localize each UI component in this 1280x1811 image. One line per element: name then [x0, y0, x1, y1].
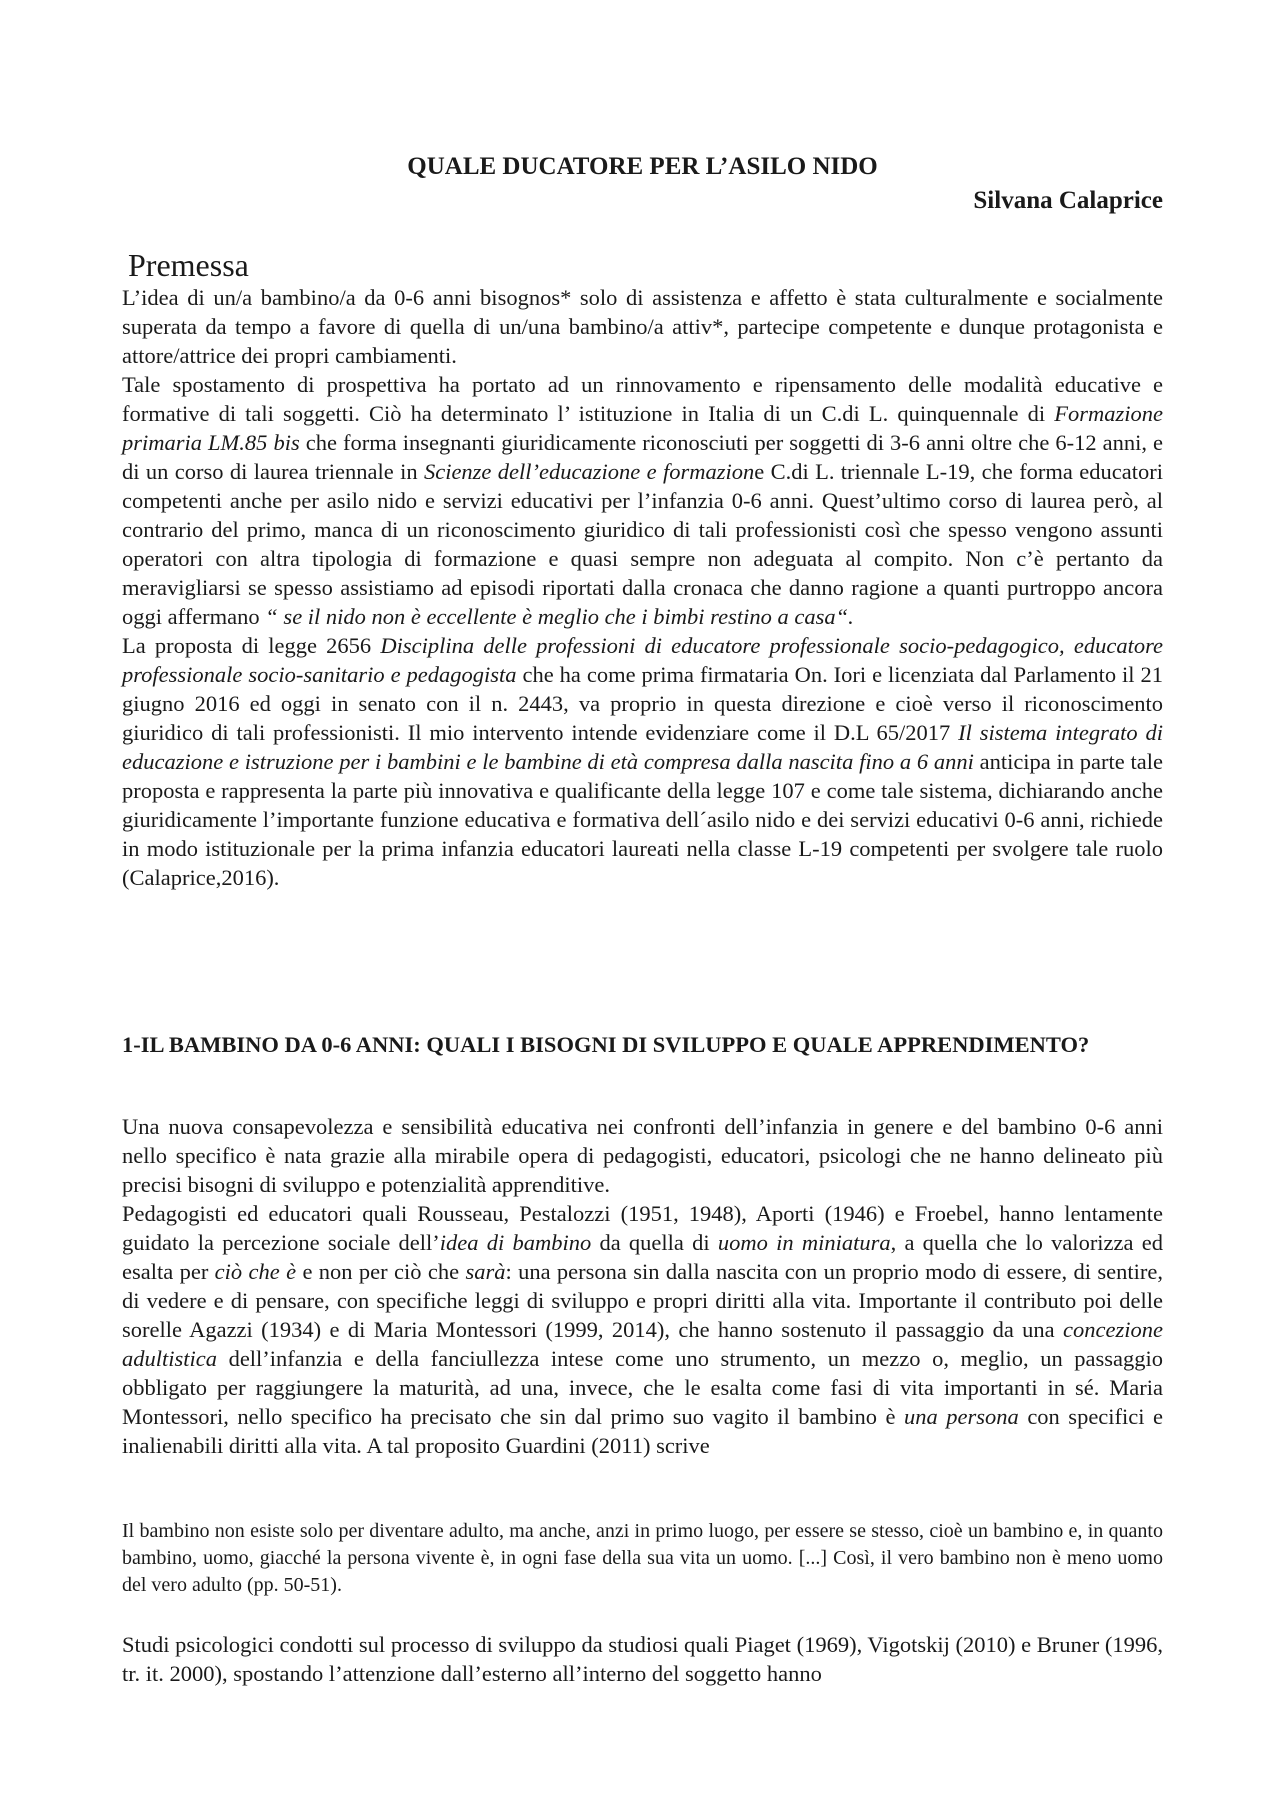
section1-p2-t4: e non per ciò che: [296, 1259, 466, 1284]
premessa-p2-t2: che forma insegnanti giuridicamente riconosciuti per soggetti di 3-6 anni oltre che 6-12 anni, e di un corso di laurea triennale in: [122, 430, 1164, 484]
premessa-p3-t3: anticipa in parte tale proposta e rappresenta la parte più innovativa e qualificante della legge 107 e come tale sistema, dichiarando anche giuridicamente l’importante funzione educativa e formativa dell´asilo nido e dei servizi educativi 0-6 anni, richiede in modo istituzionale per la prima infanzia educatori laureati nella classe L-19 competenti per svolgere tale ruolo (Calaprice,2016).: [122, 749, 1163, 890]
premessa-heading: Premessa: [128, 247, 249, 283]
quote-text: Il bambino non esiste solo per diventare adulto, ma anche, anzi in primo luogo, per essere se stesso, cioè un bambino e, in quanto bambino, uomo, giacché la persona vivente è, in ogni fase della sua vita un uomo. [...] Così, il vero bambino non è meno uomo del vero adulto (pp. 50-51).: [122, 1520, 1163, 1596]
premessa-p1-text: L’idea di un/a bambino/a da 0-6 anni bisognos* solo di assistenza e affetto è stata culturalmente e socialmente superata da tempo a favore di quella di un/una bambino/a attiv*, partecipe competente e dunque protagonista e attore/attrice dei propri cambiamenti.: [122, 285, 1163, 368]
premessa-p2-t3: e C.di L. triennale L-19, che forma educatori competenti anche per asilo nido e servizi educativi per l’infanzia 0-6 anni. Quest’ultimo corso di laurea però, al contrario del primo, manca di un riconoscimento giuridico di tali professionisti così che spesso vengono assunti operatori con altra tipologia di formazione e quasi sempre non adeguata al compito. Non c’è pertanto da meravigliarsi se spesso assistiamo ad episodi riportati dalla cronaca che danno ragione a quanti purtroppo ancora oggi affermano: [122, 459, 1163, 629]
section-1-continuation: [122, 1630, 1163, 1688]
premessa-p2-i1: Formazione primaria LM.85 bis: [122, 401, 1163, 455]
premessa-p2-i2: Scienze dell’educazione e formazion: [423, 459, 755, 484]
section1-p2-t6: dell’infanzia e della fanciullezza intese come uno strumento, un mezzo o, meglio, un passaggio obbligato per raggiungere la maturità, ad una, invece, che le esalta come fasi di vita importanti in sé. Maria Montessori, nello specifico ha precisato che sin dal primo suo vagito il bambino è: [122, 1346, 1163, 1429]
section-1-paragraph-1: [122, 1112, 1163, 1199]
section1-p2-t7: con specifici e inalienabili diritti alla vita. A tal proposito Guardini (2011) scrive: [122, 1404, 1164, 1458]
premessa-p3-t2: che ha come prima firmataria On. Iori e licenziata dal Parlamento il 21 giugno 2016 ed oggi in senato con il n. 2443, va proprio in questa direzione e cioè verso il riconoscimento giuridico di tali professionisti. Il mio intervento intende evidenziare come il D.L 65/2017: [122, 662, 1163, 745]
section-1-body: [122, 1112, 1163, 1460]
section1-p2-i4: sarà: [465, 1259, 506, 1284]
section1-p2-t2: da quella di: [591, 1230, 718, 1255]
premessa-paragraph-2: [122, 370, 1163, 631]
block-quote: [122, 1518, 1163, 1599]
section1-p2-t1: Pedagogisti ed educatori quali Rousseau, Pestalozzi (1951, 1948), Aporti (1946) e Froebel, hanno lentamente guidato la percezione sociale dell’: [122, 1201, 1163, 1255]
section-1-paragraph-2: [122, 1199, 1163, 1460]
section-1-paragraph-3: [122, 1630, 1163, 1688]
premessa-p3-i2: Il sistema integrato di educazione e istruzione per i bambini e le bambine di età compresa dalla nascita fino a 6 anni: [122, 720, 1163, 774]
premessa-p3-i1: Disciplina delle professioni di educatore professionale socio-pedagogico, educatore professionale socio-sanitario e pedagogista: [122, 633, 1163, 687]
section1-p2-i2: uomo in miniatura: [717, 1230, 891, 1255]
section1-p2-i6: una persona: [904, 1404, 1019, 1429]
guardini-quote: [122, 1518, 1163, 1599]
premessa-p2-t1: Tale spostamento di prospettiva ha portato ad un rinnovamento e ripensamento delle modalità educative e formative di tali soggetti. Ciò ha determinato l’ istituzione in Italia di un C.di L. quinquennale di: [122, 372, 1163, 426]
section1-p2-i1: idea di bambino: [439, 1230, 592, 1255]
section1-p2-i5: concezione adultistica: [122, 1317, 1163, 1371]
premessa-body: [122, 283, 1163, 892]
premessa-paragraph-1: [122, 283, 1163, 370]
document-title: QUALE DUCATORE PER L’ASILO NIDO: [407, 153, 878, 180]
section-1-heading: 1-IL BAMBINO DA 0-6 ANNI: QUALI I BISOGNI DI SVILUPPO E QUALE APPRENDIMENTO?: [122, 1032, 1090, 1057]
premessa-p2-i3: “ se il nido non è eccellente è meglio che i bimbi restino a casa“.: [265, 604, 854, 629]
premessa-paragraph-3: [122, 631, 1163, 892]
section1-p2-t5: : una persona sin dalla nascita con un proprio modo di essere, di sentire, di vedere e di pensare, con specifiche leggi di sviluppo e propri diritti alla vita. Importante il contributo poi delle sorelle Agazzi (1934) e di Maria Montessori (1999, 2014), che hanno sostenuto il passaggio da una: [122, 1259, 1163, 1342]
author-name: Silvana Calaprice: [973, 187, 1163, 214]
section1-p2-t3: , a quella che lo valorizza ed esalta per: [122, 1230, 1163, 1284]
document-page: [122, 0, 1163, 1811]
section1-p1-text: Una nuova consapevolezza e sensibilità educativa nei confronti dell’infanzia in genere e del bambino 0-6 anni nello specifico è nata grazie alla mirabile opera di pedagogisti, educatori, psicologi che ne hanno delineato più precisi bisogni di sviluppo e potenzialità apprenditive.: [122, 1114, 1163, 1197]
premessa-p3-t1: La proposta di legge 2656: [122, 633, 381, 658]
section1-p2-i3: ciò che è: [214, 1259, 297, 1284]
section1-p3-text: Studi psicologici condotti sul processo di sviluppo da studiosi quali Piaget (1969), Vigotskij (2010) e Bruner (1996, tr. it. 2000), spostando l’attenzione dall’esterno all’interno del soggetto hanno: [122, 1632, 1163, 1686]
